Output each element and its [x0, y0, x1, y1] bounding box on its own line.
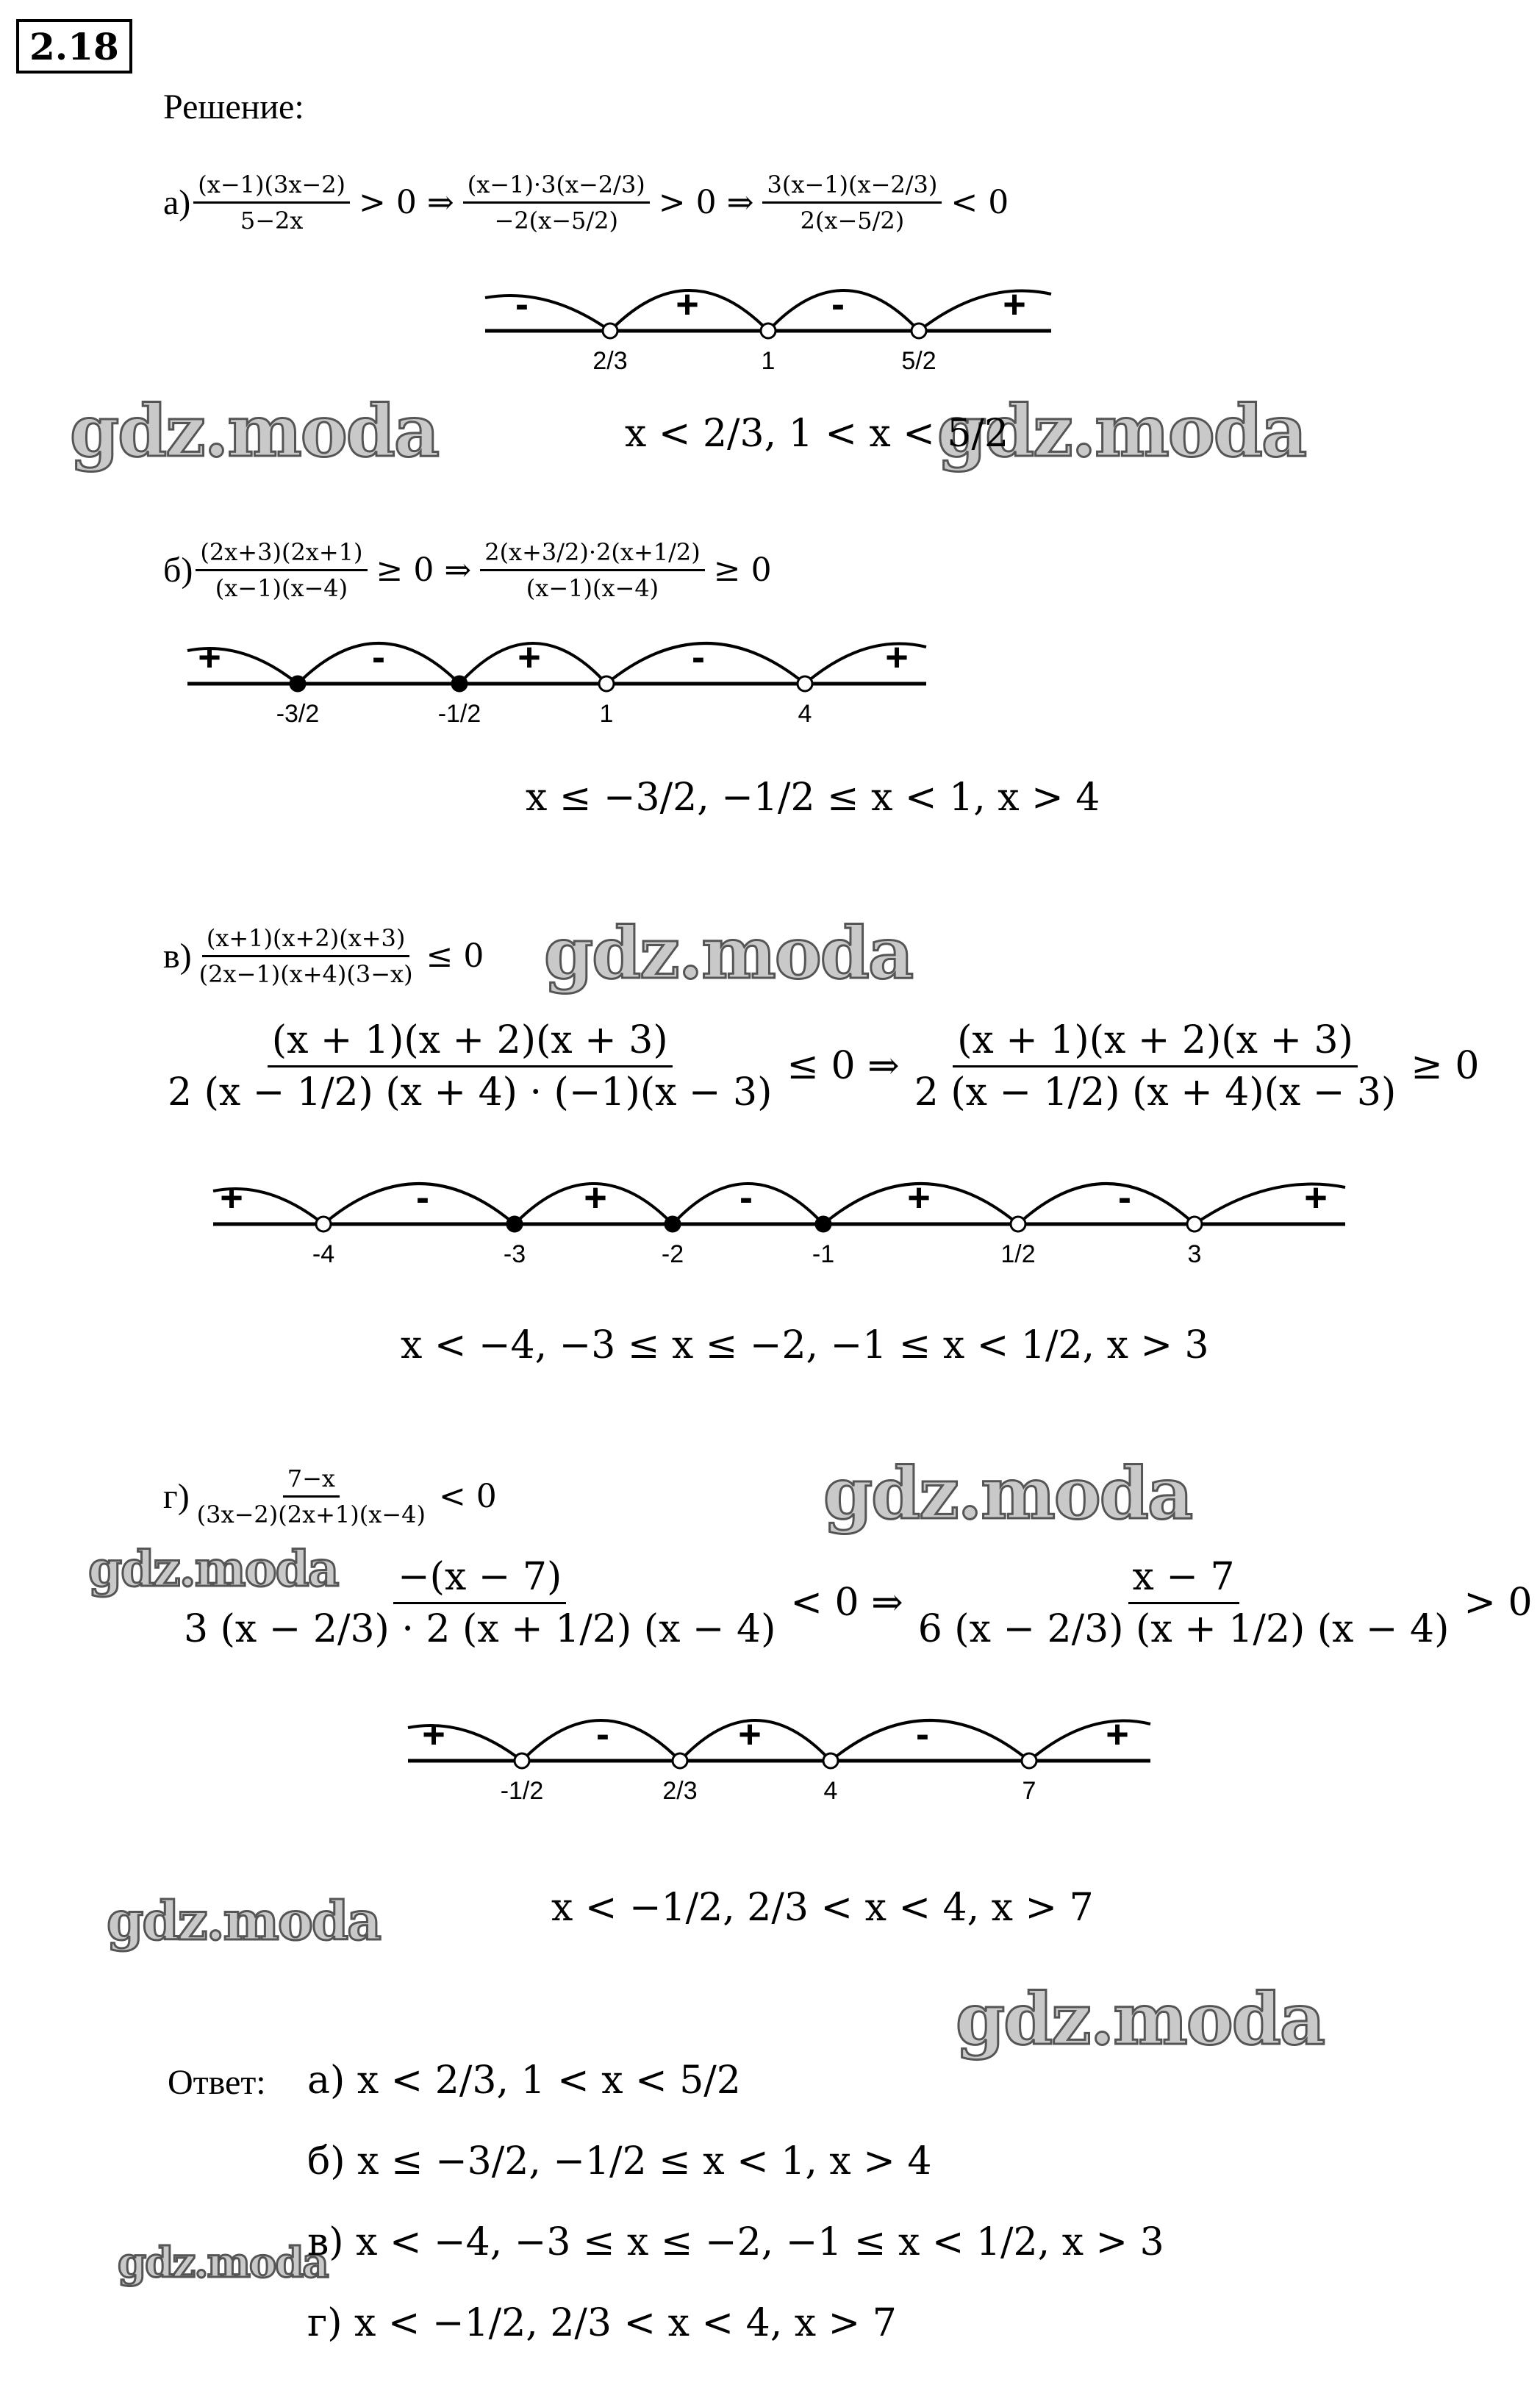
solution-label: Решение:: [163, 87, 304, 126]
relation: ≥ 0 ⇒: [376, 551, 472, 589]
point-label: 7: [1022, 1777, 1036, 1805]
interval-sign: -: [372, 635, 385, 679]
fraction: $\frac{(x + 1)(x + 2)(x + 3)}{2 (x - 1/2) (x + 4)(x - 3)}$: [914, 1017, 1397, 1115]
point-label: -1/2: [500, 1777, 544, 1805]
relation: ≤ 0: [426, 937, 484, 975]
point-label: 2/3: [662, 1777, 698, 1805]
watermark: gdz.moda: [70, 390, 439, 473]
relation: ≤ 0 ⇒: [787, 1044, 900, 1088]
part-g-answer: x < −1/2, 2/3 < x < 4, x > 7: [551, 1886, 1094, 1930]
answer-a: а) x < 2/3, 1 < x < 5/2: [307, 2059, 741, 2103]
interval-sign: -: [1118, 1176, 1131, 1220]
interval-sign: +: [676, 282, 699, 326]
interval-sign: -: [515, 282, 529, 326]
problem-number: 2.18: [16, 19, 132, 74]
interval-sign: +: [584, 1176, 607, 1220]
interval-sign: +: [220, 1176, 243, 1220]
interval-sign: -: [916, 1712, 929, 1756]
point-label: 4: [823, 1777, 838, 1805]
point-label: 1: [599, 700, 614, 728]
watermark: gdz.moda: [823, 1452, 1192, 1535]
watermark: gdz.moda: [937, 390, 1306, 473]
relation: ≥ 0: [713, 551, 772, 589]
relation: > 0 ⇒: [658, 183, 754, 221]
point-label: -3: [503, 1240, 526, 1268]
part-a-label: а): [163, 182, 191, 222]
watermark: gdz.moda: [107, 1889, 380, 1952]
open-point: [515, 1753, 529, 1768]
fraction: $\frac{(x-1)\cdot 3(x-2/3)}{-2(x-5/2)}$: [463, 171, 650, 235]
interval-sign: +: [738, 1712, 762, 1756]
part-a-answer: x < 2/3, 1 < x < 5/2: [625, 412, 1009, 456]
fraction: $\frac{(x+1)(x+2)(x+3)}{(2x-1)(x+4)(3-x)}$: [198, 923, 413, 988]
interval-sign: +: [422, 1712, 445, 1756]
point-label: 1/2: [1000, 1240, 1036, 1268]
answer-label: Ответ:: [168, 2063, 266, 2102]
interval-sign: -: [739, 1176, 753, 1220]
open-point: [823, 1753, 838, 1768]
point-label: 4: [798, 700, 812, 728]
sign-arc: [831, 1720, 1029, 1761]
interval-sign: +: [1304, 1176, 1328, 1220]
fraction: $\frac{3(x-1)(x-2/3)}{2(x-5/2)}$: [762, 171, 942, 235]
point-label: -1: [812, 1240, 835, 1268]
point-label: 3: [1187, 1240, 1202, 1268]
fraction: $\frac{(x-1)(3x-2)}{5-2x}$: [193, 171, 350, 235]
interval-sign: +: [1106, 1712, 1129, 1756]
interval-sign: +: [517, 635, 541, 679]
relation: < 0: [950, 183, 1009, 221]
interval-sign: -: [831, 282, 845, 326]
relation: ≥ 0: [1411, 1044, 1480, 1088]
open-point: [673, 1753, 687, 1768]
interval-sign: +: [907, 1176, 931, 1220]
part-b-label: б): [163, 550, 193, 590]
fraction: $\frac{(2x+3)(2x+1)}{(x-1)(x-4)}$: [196, 538, 367, 602]
watermark: gdz.moda: [956, 1978, 1325, 2061]
fraction: $\frac{-(x - 7)}{3 (x - 2/3) \cdot 2 (x + 1/2) (x - 4)}$: [184, 1554, 776, 1651]
part-v-answer: x < −4, −3 ≤ x ≤ −2, −1 ≤ x < 1/2, x > 3: [401, 1323, 1209, 1367]
relation: > 0 ⇒: [359, 183, 454, 221]
fraction: $\frac{(x + 1)(x + 2)(x + 3)}{2 (x - 1/2) (x + 4) \cdot (-1)(x - 3)}$: [168, 1017, 773, 1115]
point-label: -1/2: [437, 700, 481, 728]
point-label: -4: [312, 1240, 335, 1268]
interval-sign: -: [596, 1712, 609, 1756]
open-point: [1022, 1753, 1036, 1768]
point-label: 5/2: [901, 347, 936, 375]
sign-arc: [1029, 1721, 1150, 1761]
part-g-label: г): [163, 1476, 190, 1516]
relation: > 0: [1464, 1581, 1533, 1625]
point-label: 2/3: [592, 347, 628, 375]
point-label: -3/2: [276, 700, 320, 728]
part-v-label: в): [163, 936, 192, 976]
watermark: gdz.moda: [544, 912, 913, 995]
answer-v: в) x < −4, −3 ≤ x ≤ −2, −1 ≤ x < 1/2, x > 3: [307, 2220, 1164, 2264]
point-label: -2: [661, 1240, 684, 1268]
relation: < 0 ⇒: [790, 1581, 903, 1625]
interval-sign: +: [1003, 282, 1026, 326]
answer-g: г) x < −1/2, 2/3 < x < 4, x > 7: [307, 2301, 897, 2345]
answer-b: б) x ≤ −3/2, −1/2 ≤ x < 1, x > 4: [307, 2139, 932, 2184]
fraction: $\frac{x - 7}{6 (x - 2/3) (x + 1/2) (x - 4)}$: [917, 1554, 1450, 1651]
fraction: $\frac{7-x}{(3x-2)(2x+1)(x-4)}$: [196, 1464, 426, 1528]
interval-sign: -: [416, 1176, 429, 1220]
watermark: gdz.moda: [118, 2239, 328, 2287]
watermark: gdz.moda: [88, 1540, 338, 1598]
fraction: $\frac{2(x+3/2)\cdot 2(x+1/2)}{(x-1)(x-4)}$: [480, 538, 705, 602]
interval-sign: +: [198, 635, 221, 679]
interval-sign: -: [692, 635, 705, 679]
point-label: 1: [761, 347, 776, 375]
interval-sign: +: [885, 635, 909, 679]
part-b-answer: x ≤ −3/2, −1/2 ≤ x < 1, x > 4: [526, 776, 1100, 820]
relation: < 0: [438, 1477, 497, 1515]
